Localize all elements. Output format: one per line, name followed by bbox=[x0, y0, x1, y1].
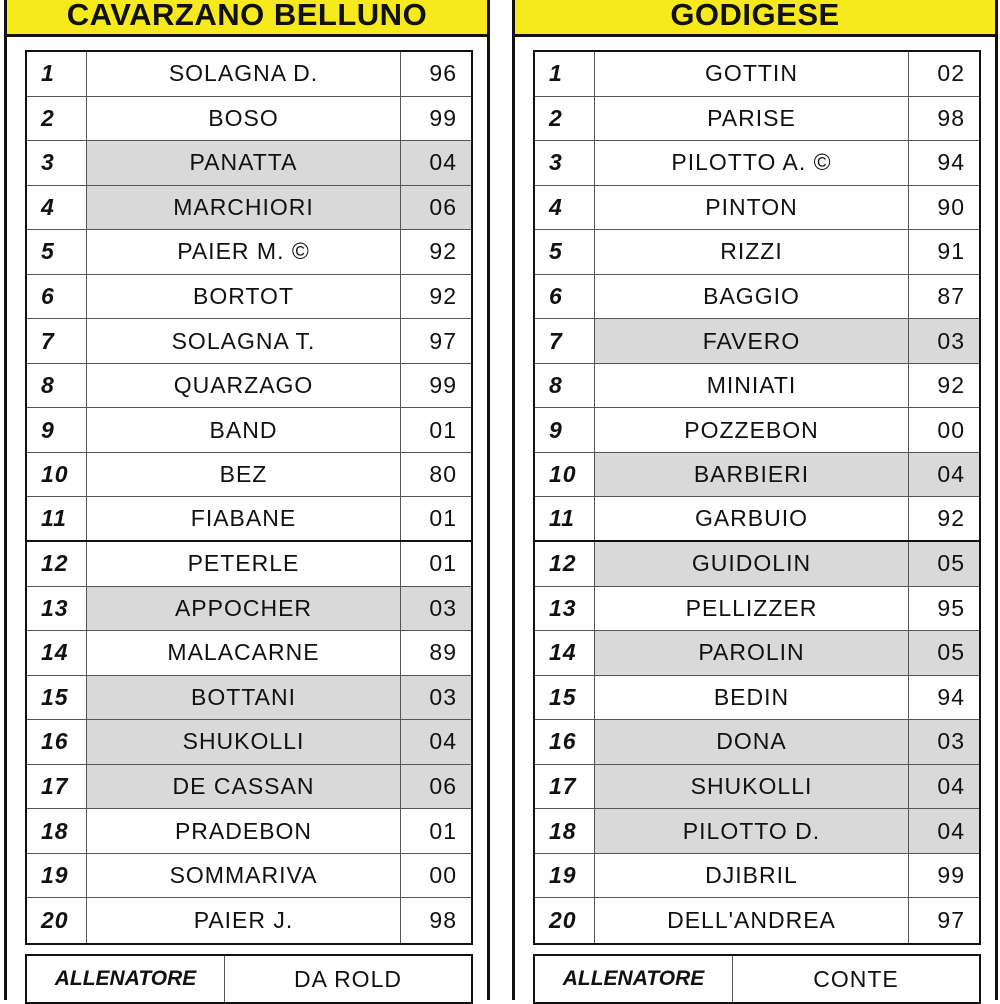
player-name: BOSO bbox=[87, 97, 401, 141]
player-name: PAIER J. bbox=[87, 898, 401, 943]
jersey-number: 15 bbox=[535, 676, 595, 720]
birth-year: 03 bbox=[909, 720, 979, 764]
birth-year: 02 bbox=[937, 60, 965, 87]
player-row bbox=[27, 809, 471, 854]
player-name: SOLAGNA T. bbox=[87, 319, 401, 363]
player-row bbox=[27, 587, 471, 632]
jersey-number: 4 bbox=[535, 186, 595, 230]
jersey-number: 8 bbox=[535, 364, 595, 408]
player-name: GARBUIO bbox=[595, 497, 909, 540]
player-row bbox=[27, 898, 471, 943]
player-name: QUARZAGO bbox=[87, 364, 401, 408]
birth-year: 00 bbox=[429, 862, 457, 889]
player-row bbox=[27, 542, 471, 587]
birth-year: 98 bbox=[429, 907, 457, 934]
player-row bbox=[535, 141, 979, 186]
player-row bbox=[535, 631, 979, 676]
player-row bbox=[535, 497, 979, 542]
player-name: BORTOT bbox=[87, 275, 401, 319]
jersey-number: 14 bbox=[27, 631, 87, 675]
player-row bbox=[535, 542, 979, 587]
player-name: PILOTTO A. © bbox=[595, 141, 909, 185]
coach-row bbox=[533, 954, 981, 1004]
player-name: MALACARNE bbox=[87, 631, 401, 675]
jersey-number: 12 bbox=[27, 542, 87, 586]
player-row bbox=[27, 141, 471, 186]
jersey-number: 13 bbox=[27, 587, 87, 631]
jersey-number: 8 bbox=[27, 364, 87, 408]
player-name: MARCHIORI bbox=[87, 186, 401, 230]
jersey-number: 2 bbox=[535, 97, 595, 141]
player-row bbox=[535, 809, 979, 854]
jersey-number: 13 bbox=[535, 587, 595, 631]
birth-year: 98 bbox=[937, 104, 965, 131]
player-name: BEDIN bbox=[595, 676, 909, 720]
player-row bbox=[27, 854, 471, 899]
roster-table bbox=[533, 50, 981, 945]
birth-year: 04 bbox=[909, 765, 979, 809]
player-row bbox=[27, 408, 471, 453]
jersey-number: 12 bbox=[535, 542, 595, 586]
player-row bbox=[27, 453, 471, 498]
player-row bbox=[535, 52, 979, 97]
birth-year: 95 bbox=[937, 594, 965, 621]
birth-year: 04 bbox=[401, 141, 471, 185]
jersey-number: 1 bbox=[27, 52, 87, 96]
player-row bbox=[27, 364, 471, 409]
player-name: BARBIERI bbox=[595, 453, 909, 497]
player-row bbox=[535, 587, 979, 632]
player-row bbox=[535, 898, 979, 943]
jersey-number: 11 bbox=[27, 497, 87, 540]
jersey-number: 15 bbox=[27, 676, 87, 720]
player-name: FIABANE bbox=[87, 497, 401, 540]
birth-year: 01 bbox=[429, 817, 457, 844]
player-name: SOLAGNA D. bbox=[87, 52, 401, 96]
coach-name: CONTE bbox=[813, 965, 899, 992]
player-name: FAVERO bbox=[595, 319, 909, 363]
birth-year: 96 bbox=[429, 60, 457, 87]
player-name: PAIER M. © bbox=[87, 230, 401, 274]
player-row bbox=[535, 186, 979, 231]
player-name: PETERLE bbox=[87, 542, 401, 586]
jersey-number: 16 bbox=[27, 720, 87, 764]
team-panel-home bbox=[4, 0, 490, 1000]
jersey-number: 18 bbox=[27, 809, 87, 853]
birth-year: 04 bbox=[401, 720, 471, 764]
player-row bbox=[27, 631, 471, 676]
player-name: PRADEBON bbox=[87, 809, 401, 853]
birth-year: 00 bbox=[937, 416, 965, 443]
birth-year: 99 bbox=[937, 862, 965, 889]
birth-year: 89 bbox=[429, 639, 457, 666]
player-name: DELL'ANDREA bbox=[595, 898, 909, 943]
jersey-number: 20 bbox=[27, 898, 87, 943]
player-row bbox=[27, 497, 471, 542]
coach-label: ALLENATORE bbox=[535, 956, 733, 1002]
birth-year: 99 bbox=[429, 104, 457, 131]
player-row bbox=[27, 52, 471, 97]
player-name: DONA bbox=[595, 720, 909, 764]
birth-year: 03 bbox=[401, 676, 471, 720]
jersey-number: 10 bbox=[27, 453, 87, 497]
coach-name: DA ROLD bbox=[294, 965, 402, 992]
player-row bbox=[27, 97, 471, 142]
player-row bbox=[27, 319, 471, 364]
player-name: SOMMARIVA bbox=[87, 854, 401, 898]
birth-year: 92 bbox=[429, 283, 457, 309]
birth-year: 01 bbox=[429, 550, 457, 577]
player-name: POZZEBON bbox=[595, 408, 909, 452]
birth-year: 06 bbox=[401, 186, 471, 230]
player-row bbox=[27, 230, 471, 275]
jersey-number: 7 bbox=[535, 319, 595, 363]
coach-label: ALLENATORE bbox=[27, 956, 225, 1002]
player-row bbox=[535, 230, 979, 275]
jersey-number: 19 bbox=[27, 854, 87, 898]
birth-year: 99 bbox=[429, 372, 457, 399]
jersey-number: 6 bbox=[535, 275, 595, 319]
player-name: PILOTTO D. bbox=[595, 809, 909, 853]
jersey-number: 5 bbox=[535, 230, 595, 274]
player-row bbox=[535, 453, 979, 498]
jersey-number: 10 bbox=[535, 453, 595, 497]
jersey-number: 16 bbox=[535, 720, 595, 764]
birth-year: 04 bbox=[909, 453, 979, 497]
player-row bbox=[27, 186, 471, 231]
player-row bbox=[535, 364, 979, 409]
birth-year: 05 bbox=[909, 631, 979, 675]
jersey-number: 11 bbox=[535, 497, 595, 540]
birth-year: 80 bbox=[429, 461, 457, 488]
player-name: BOTTANI bbox=[87, 676, 401, 720]
coach-row bbox=[25, 954, 473, 1004]
birth-year: 03 bbox=[401, 587, 471, 631]
roster-table bbox=[25, 50, 473, 945]
player-name: GOTTIN bbox=[595, 52, 909, 96]
player-name: PAROLIN bbox=[595, 631, 909, 675]
birth-year: 91 bbox=[937, 238, 965, 265]
jersey-number: 18 bbox=[535, 809, 595, 853]
player-name: PANATTA bbox=[87, 141, 401, 185]
player-row bbox=[535, 97, 979, 142]
jersey-number: 2 bbox=[27, 97, 87, 141]
birth-year: 06 bbox=[401, 765, 471, 809]
birth-year: 94 bbox=[937, 149, 965, 176]
player-name: RIZZI bbox=[595, 230, 909, 274]
player-row bbox=[27, 765, 471, 810]
player-name: GUIDOLIN bbox=[595, 542, 909, 586]
birth-year: 01 bbox=[429, 505, 457, 532]
jersey-number: 9 bbox=[27, 408, 87, 452]
player-name: DJIBRIL bbox=[595, 854, 909, 898]
player-name: DE CASSAN bbox=[87, 765, 401, 809]
birth-year: 05 bbox=[909, 542, 979, 586]
player-name: PELLIZZER bbox=[595, 587, 909, 631]
team-name-header: GODIGESE bbox=[515, 0, 995, 37]
jersey-number: 7 bbox=[27, 319, 87, 363]
birth-year: 90 bbox=[937, 193, 965, 220]
player-name: SHUKOLLI bbox=[87, 720, 401, 764]
player-name: MINIATI bbox=[595, 364, 909, 408]
jersey-number: 1 bbox=[535, 52, 595, 96]
player-row bbox=[535, 408, 979, 453]
team-panel-away bbox=[512, 0, 998, 1000]
jersey-number: 19 bbox=[535, 854, 595, 898]
birth-year: 03 bbox=[909, 319, 979, 363]
jersey-number: 3 bbox=[27, 141, 87, 185]
jersey-number: 20 bbox=[535, 898, 595, 943]
player-name: BEZ bbox=[87, 453, 401, 497]
player-name: BAND bbox=[87, 408, 401, 452]
birth-year: 97 bbox=[429, 327, 457, 354]
player-row bbox=[27, 720, 471, 765]
player-row bbox=[535, 319, 979, 364]
birth-year: 92 bbox=[429, 238, 457, 265]
birth-year: 01 bbox=[429, 416, 457, 443]
birth-year: 92 bbox=[937, 372, 965, 399]
jersey-number: 5 bbox=[27, 230, 87, 274]
birth-year: 97 bbox=[937, 907, 965, 934]
jersey-number: 4 bbox=[27, 186, 87, 230]
player-row bbox=[535, 275, 979, 320]
jersey-number: 9 bbox=[535, 408, 595, 452]
player-name: PARISE bbox=[595, 97, 909, 141]
team-name-header: CAVARZANO BELLUNO bbox=[7, 0, 487, 37]
birth-year: 92 bbox=[937, 505, 965, 532]
player-name: SHUKOLLI bbox=[595, 765, 909, 809]
player-name: PINTON bbox=[595, 186, 909, 230]
birth-year: 87 bbox=[937, 283, 965, 309]
birth-year: 94 bbox=[937, 683, 965, 710]
player-row bbox=[535, 720, 979, 765]
player-name: APPOCHER bbox=[87, 587, 401, 631]
player-row bbox=[535, 765, 979, 810]
jersey-number: 6 bbox=[27, 275, 87, 319]
player-row bbox=[27, 676, 471, 721]
jersey-number: 3 bbox=[535, 141, 595, 185]
player-name: BAGGIO bbox=[595, 275, 909, 319]
player-row bbox=[27, 275, 471, 320]
jersey-number: 14 bbox=[535, 631, 595, 675]
birth-year: 04 bbox=[909, 809, 979, 853]
jersey-number: 17 bbox=[535, 765, 595, 809]
player-row bbox=[535, 854, 979, 899]
jersey-number: 17 bbox=[27, 765, 87, 809]
player-row bbox=[535, 676, 979, 721]
